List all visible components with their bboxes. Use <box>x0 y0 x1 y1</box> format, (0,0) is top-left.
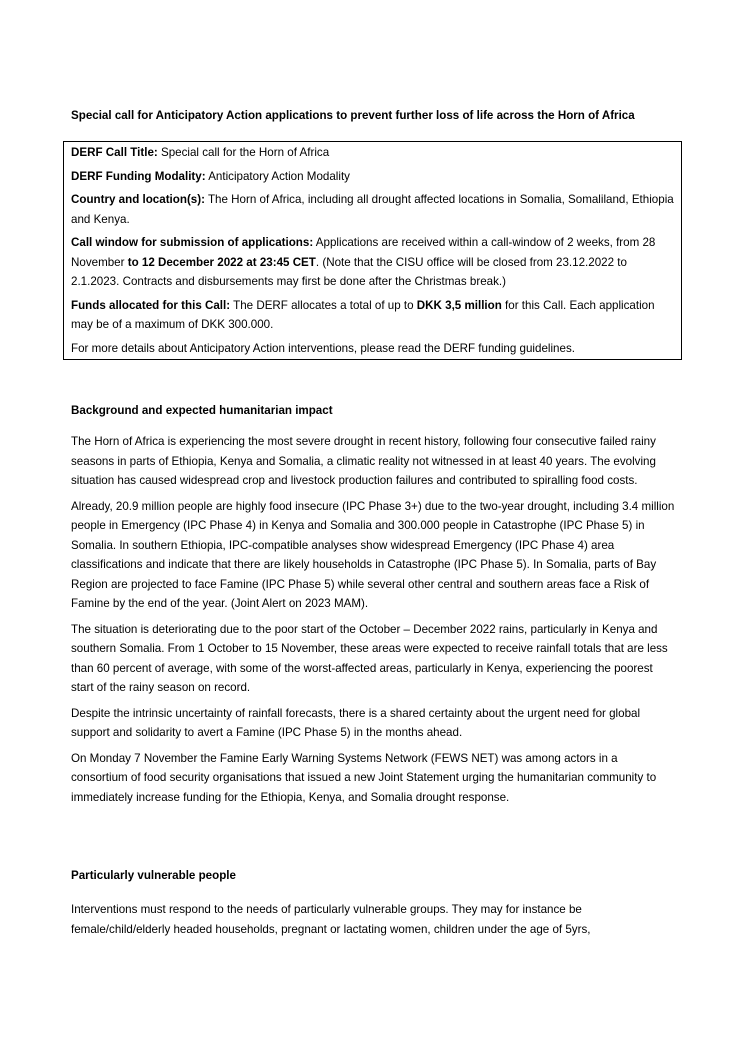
background-paragraph: The Horn of Africa is experiencing the most severe drought in recent history, following four consecutive failed rainy seasons in parts of Ethiopia, Kenya and Somalia, a climatic reality not witnessed in at least 40 years. The evolving situation has caused widespread crop and livestock production failures and contributed to spiralling food costs. <box>71 435 656 487</box>
vulnerable-people-heading: Particularly vulnerable people <box>71 869 236 882</box>
vulnerable-people-section <box>71 900 675 939</box>
funds-allocated-text-1: The DERF allocates a total of up to <box>230 298 417 312</box>
background-heading: Background and expected humanitarian impact <box>71 404 333 417</box>
call-window-text-2: . (Note that the CISU office will be closed from 23.12.2022 to 2.1.2023. Contracts and disbursements may first be done after the Christmas break.) <box>71 255 627 288</box>
funds-allocated-text-2: for this Call. Each application may be of a maximum of DKK 300.000. <box>71 298 655 331</box>
funding-modality-value: Anticipatory Action Modality <box>205 169 350 183</box>
document-title: Special call for Anticipatory Action applications to prevent further loss of life across the Horn of Africa <box>71 109 635 122</box>
call-window-label: Call window for submission of applications: <box>71 236 314 249</box>
funding-modality-row <box>71 167 674 187</box>
vulnerable-people-paragraph: Interventions must respond to the needs of particularly vulnerable groups. They may for instance be female/child/elderly headed households, pregnant or lactating women, children under the age of 5yrs, <box>71 903 591 936</box>
call-title-row <box>71 143 674 163</box>
funds-allocated-label: Funds allocated for this Call: <box>71 298 231 312</box>
background-paragraph: Despite the intrinsic uncertainty of rainfall forecasts, there is a shared certainty about the urgent need for global support and solidarity to avert a Famine (IPC Phase 5) in the months ahead. <box>71 706 641 739</box>
background-paragraph: On Monday 7 November the Famine Early Warning Systems Network (FEWS NET) was among actors in a consortium of food security organisations that issued a new Joint Statement urging the humanitarian community to immediately increase funding for the Ethiopia, Kenya, and Somalia drought response. <box>71 751 657 804</box>
country-location-label: Country and location(s): <box>71 193 205 206</box>
more-details-text: For more details about Anticipatory Action interventions, please read the DERF funding guidelines. <box>71 341 575 355</box>
call-title-label: DERF Call Title: <box>71 146 158 159</box>
call-window-text-1: Applications are received within a call-window of 2 weeks, from 28 November <box>71 236 656 269</box>
call-window-row <box>71 233 674 292</box>
call-window-deadline: to 12 December 2022 at 23:45 CET <box>127 255 316 269</box>
funds-allocated-amount: DKK 3,5 million <box>416 298 502 312</box>
funding-modality-label: DERF Funding Modality: <box>71 169 206 183</box>
call-title-value: Special call for the Horn of Africa <box>157 146 330 159</box>
background-paragraph: The situation is deteriorating due to the poor start of the October – December 2022 rains, particularly in Kenya and southern Somalia. From 1 October to 15 November, these areas were expected to receive rainfall totals that are less than 60 percent of average, with some of the worst-affected areas, particularly in Kenya, experiencing the poorest start of the rainy season on record. <box>71 622 668 694</box>
background-section <box>71 432 675 813</box>
funds-allocated-row <box>71 296 674 335</box>
country-location-value: The Horn of Africa, including all drought affected locations in Somalia, Somaliland, Ethiopia and Kenya. <box>71 193 674 226</box>
background-paragraph: Already, 20.9 million people are highly food insecure (IPC Phase 3+) due to the two-year drought, including 3.4 million people in Emergency (IPC Phase 4) in Kenya and Somalia and 300.000 people in Catastrophe (IPC Phase 5) in Somalia. In southern Ethiopia, IPC-compatible analyses show widespread Emergency (IPC Phase 4) area classifications and indicate that there are likely households in Catastrophe (IPC Phase 5). In Somalia, parts of Bay Region are projected to face Famine (IPC Phase 5) while several other central and southern areas face a Risk of Famine by the end of the year. (Joint Alert on 2023 MAM). <box>71 499 675 610</box>
call-info-box <box>63 141 682 360</box>
country-location-row <box>71 190 674 229</box>
